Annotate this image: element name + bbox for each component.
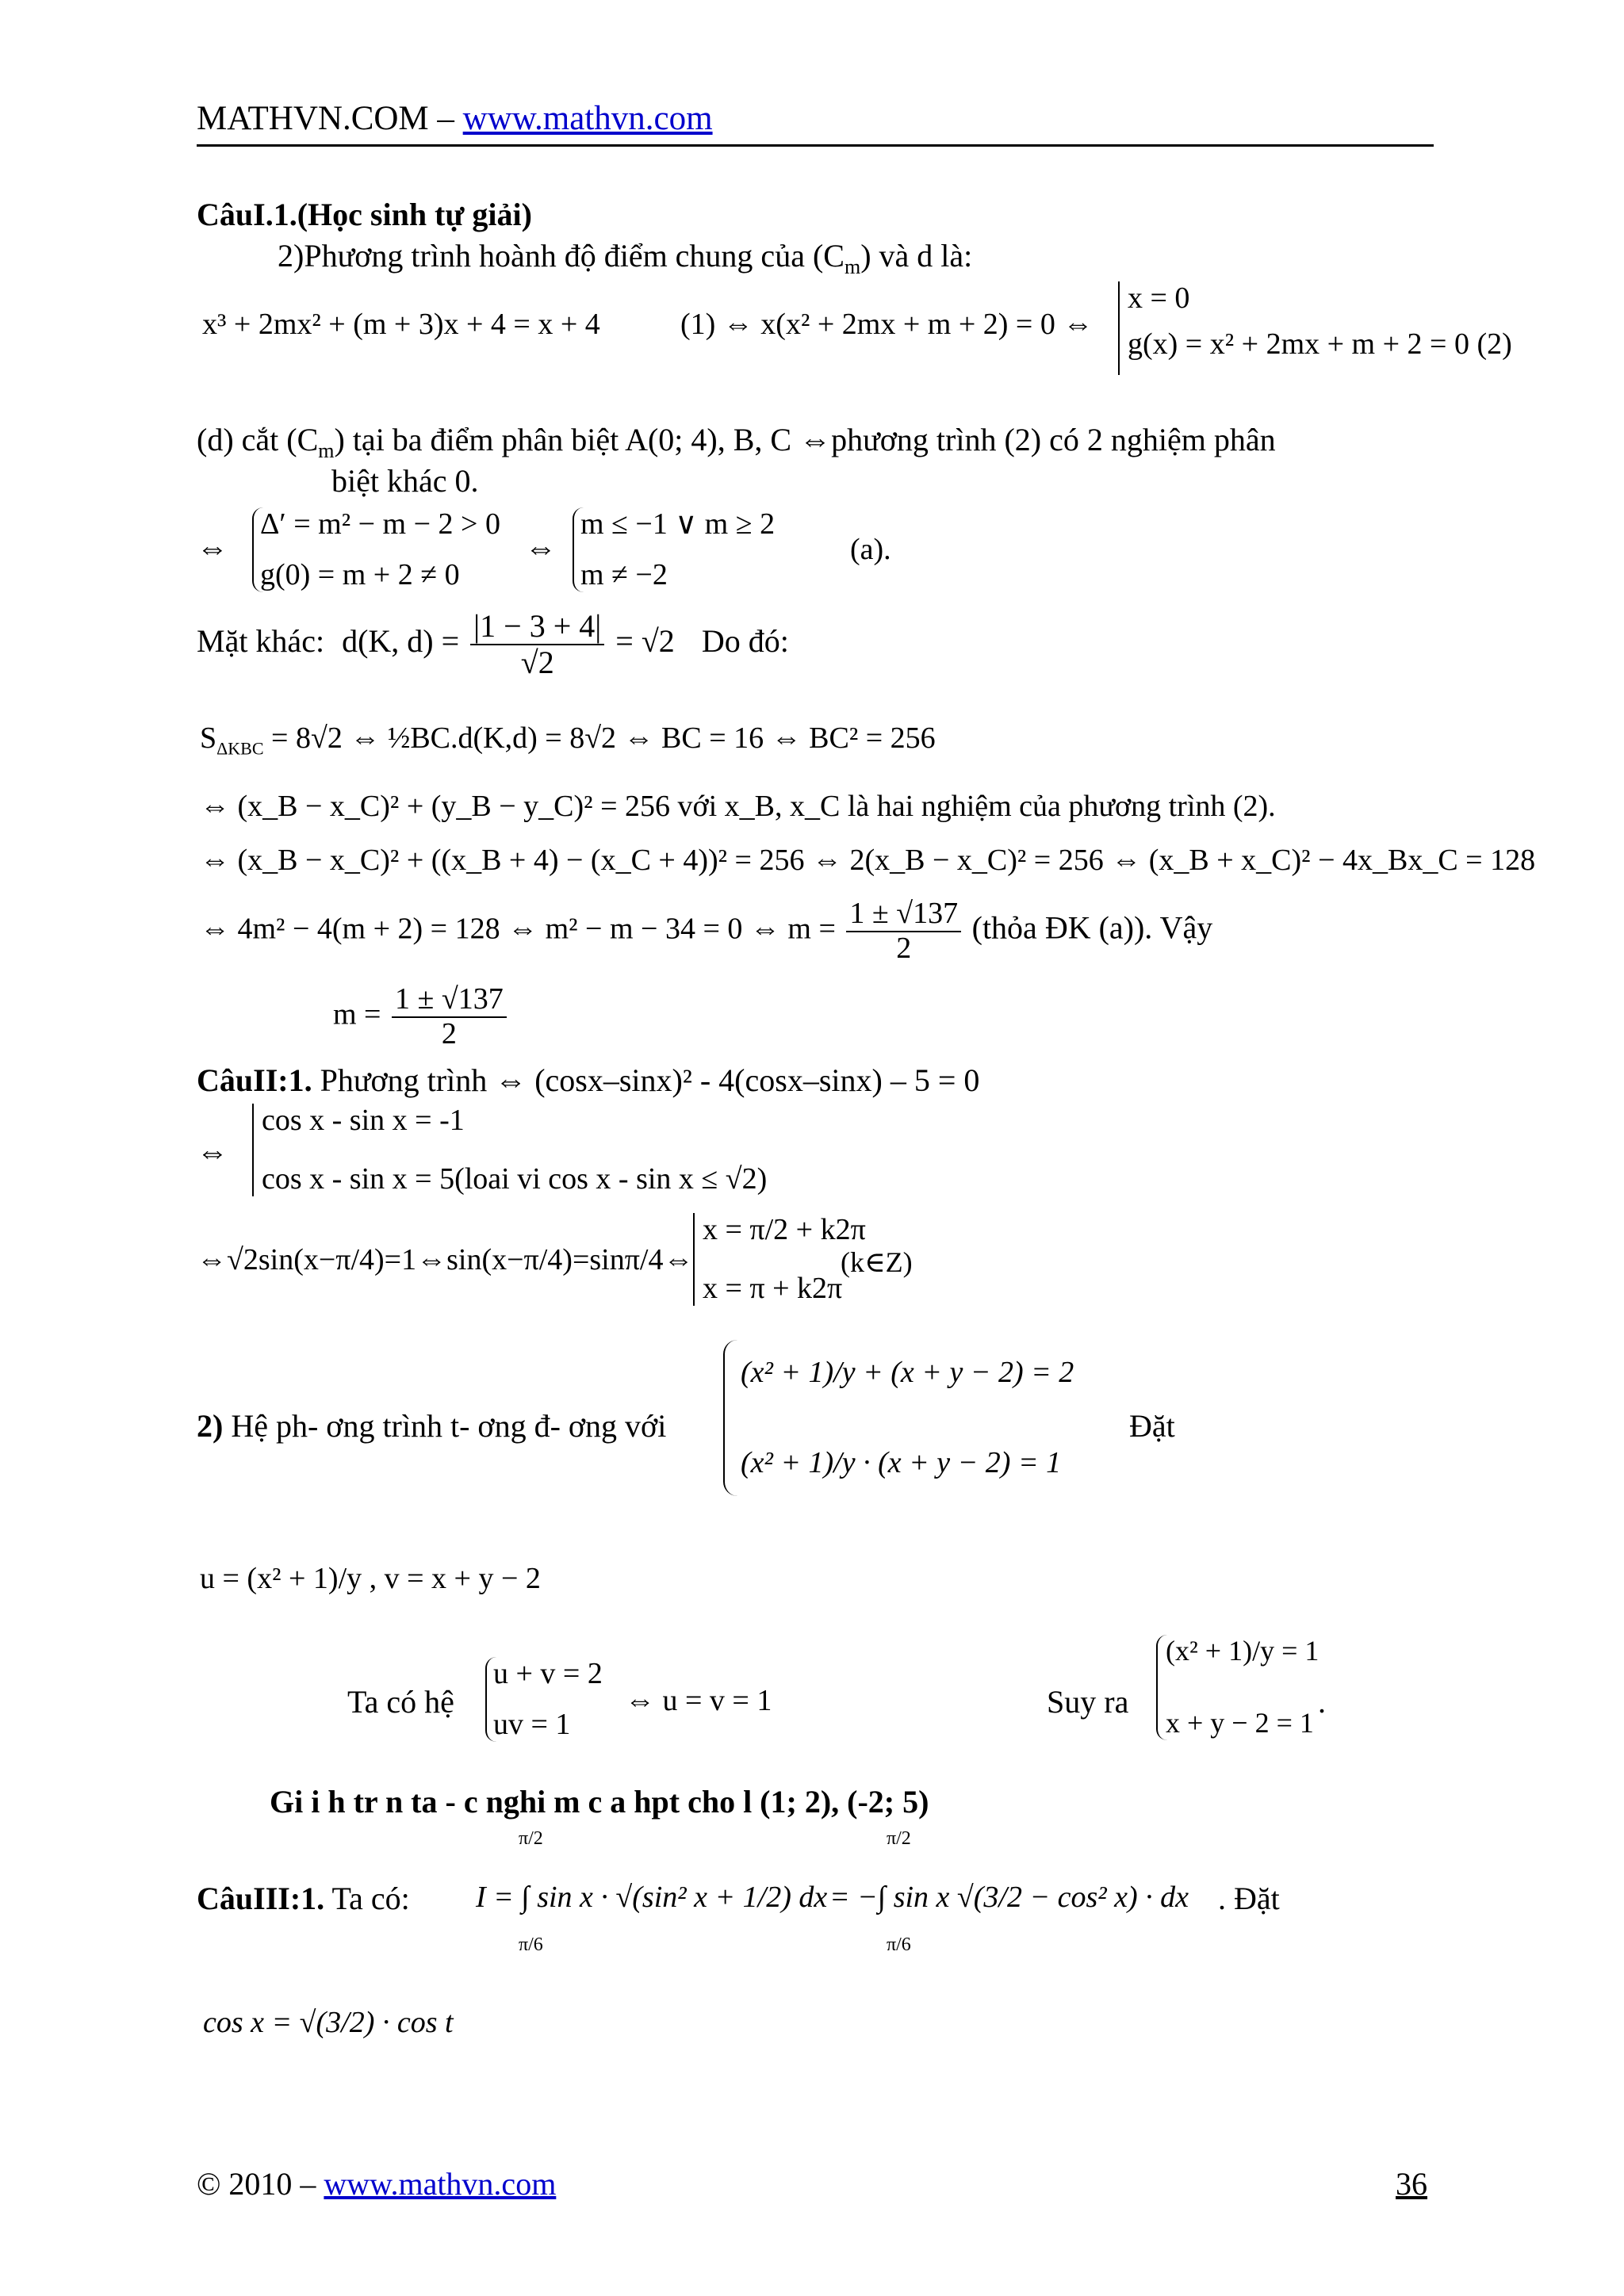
q1-cut-line1: (d) cắt $(C_m)$ tại ba điểm phân biệt A(0; 4), B, C ⇔phương trình (2) có 2 nghiệm phân [197,422,1276,462]
q1-area-line: $S_{\Delta KBC} = 8√2$ ⇔ ½BC.d(K,d) = 8√2 ⇔ BC = 16 ⇔ BC² = 256 [200,721,936,759]
q1-dist-row: Mặt khác: d(K, d) = $\frac{|1 - 3 + 4|}{√2}$ = √2 Do đó: [197,608,789,680]
q1-cond-a2: g(0) = m + 2 ≠ 0 [260,557,460,591]
q2-trig-line: ⇔√2sin(x−π/4)=1⇔sin(x−π/4)=sinπ/4⇔ [197,1243,694,1276]
q1-dist-fraction: $\frac{|1 - 3 + 4|}{√2}$ [470,609,604,680]
q3-limit-lower-1: π/6 [519,1934,543,1955]
q1-cut-line2: biệt khác 0. [331,463,479,499]
q2-case-bracket [252,1104,767,1196]
q1-intro: 2)Phương trình hoành độ điểm chung của $(C_m)$ và d là: [278,238,973,278]
page-footer: © 2010 – www.mathvn.com [197,2166,557,2202]
q1-m-fraction: $\frac{1 \pm √137}{2}$ [846,897,961,966]
q1-cond-equiv2: ⇔ [525,530,557,565]
q2-uv1: u + v = 2 [493,1657,603,1690]
page-header [197,99,713,138]
q2-solve-line: Gi i h tr n ta - c nghi m c a hpt cho l (1; 2), (-2; 5) [270,1784,929,1820]
q2-part2-line: 2) Hệ ph- ơng trình t- ơng đ- ơng với [197,1408,667,1444]
q2-line1: CâuII:1. Phương trình ⇔ (cosx–sinx)² - 4(cosx–sinx) – 5 = 0 [197,1062,980,1098]
q1-m-final-fraction: $\frac{1 \pm √137}{2}$ [392,983,507,1051]
q2-ta-co-he: Ta có hệ [347,1684,454,1720]
q2-sol2: x = π + k2π [703,1271,843,1305]
q3-integral2: = −∫ sin x √(3/2 − cos² x) · dx [829,1881,1189,1914]
q3-limit-lower-2: π/6 [887,1934,911,1955]
q2-case2: cos x - sin x = 5(loai vi cos x - sin x ≤ √2) [262,1161,768,1196]
q2-sys2: (x² + 1)/y · (x + y − 2) = 1 [741,1445,1062,1479]
header-link[interactable]: www.mathvn.com [462,100,713,137]
q3-limit-upper-2: π/2 [887,1828,911,1849]
q1-eq1-mid: (1) ⇔ x(x² + 2mx + m + 2) = 0 ⇔ [680,308,1094,341]
q3-title: CâuIII:1. [197,1881,325,1916]
q1-case-a: x = 0 [1128,281,1190,315]
q3-line: CâuIII:1. Ta có: [197,1881,410,1916]
q1-cond-b1: m ≤ −1 ∨ m ≥ 2 [580,507,776,541]
header-rule [197,144,1434,147]
q1-bc-line1: ⇔ (x_B − x_C)² + (y_B − y_C)² = 256 với x_B, x_C là hai nghiệm của phương trình (2). [200,790,1276,823]
q1-eq1-left: x³ + 2mx² + (m + 3)x + 4 = x + 4 [202,308,600,341]
q3-dat: . Đặt [1218,1881,1280,1916]
page-number: 36 [1396,2166,1427,2202]
q2-case1: cos x - sin x = -1 [262,1104,465,1137]
q1-cond-label: (a). [850,533,891,566]
q2-equiv-a: ⇔ [197,1134,228,1169]
q2-uv2: uv = 1 [493,1707,571,1741]
q2-sr-dot: . [1318,1684,1326,1720]
q2-sr2: x + y − 2 = 1 [1166,1707,1314,1739]
q1-bc-line2: ⇔ (x_B − x_C)² + ((x_B + 4) − (x_C + 4))² = 256 ⇔ 2(x_B − x_C)² = 256 ⇔ (x_B + x_C)² − 4x_Bx_C = 128 [200,844,1536,877]
q2-sr-system [1156,1635,1319,1740]
q1-case-b: g(x) = x² + 2mx + m + 2 = 0 (2) [1128,327,1512,361]
q2-uv-def: u = (x² + 1)/y , v = x + y − 2 [200,1562,541,1595]
q1-cond-system-b [573,507,775,592]
q2-title: CâuII:1. [197,1062,312,1098]
q1-cond-b2: m ≠ −2 [580,557,668,591]
q2-sys1: (x² + 1)/y + (x + y − 2) = 2 [741,1356,1074,1389]
q3-sub-line: cos x = √(3/2) · cos t [203,2006,454,2039]
q2-dat: Đặt [1129,1408,1175,1444]
q1-cond-a1: Δ′ = m² − m − 2 > 0 [260,507,500,541]
q3-limit-upper-1: π/2 [519,1828,543,1849]
q1-m-line: ⇔ 4m² − 4(m + 2) = 128 ⇔ m² − m − 34 = 0 ⇔ m = $\frac{1 \pm √137}{2}$ (thỏa ĐK (a)). Vậy [200,897,1213,965]
q2-sol1: x = π/2 + k2π [703,1213,866,1246]
footer-link[interactable]: www.mathvn.com [324,2166,557,2202]
q3-integral1: I = ∫ sin x · √(sin² x + 1/2) dx [476,1881,828,1914]
q1-case-bracket [1118,281,1512,375]
q1-m-final: m = $\frac{1 \pm √137}{2}$ [333,983,510,1051]
q2-suy-ra: Suy ra [1047,1684,1129,1720]
q1-cond-system-a [252,507,500,592]
q2-system [723,1340,1074,1496]
q2-sol-k: (k∈Z) [841,1246,913,1278]
q2-uv-system [485,1657,603,1742]
q1-title: CâuI.1.(Học sinh tự giải) [197,197,532,232]
header-site: MATHVN.COM – [197,100,463,137]
q2-uv-res: ⇔ u = v = 1 [625,1684,772,1717]
q2-sr1: (x² + 1)/y = 1 [1166,1635,1320,1667]
q1-cond-equiv1: ⇔ [197,530,228,565]
